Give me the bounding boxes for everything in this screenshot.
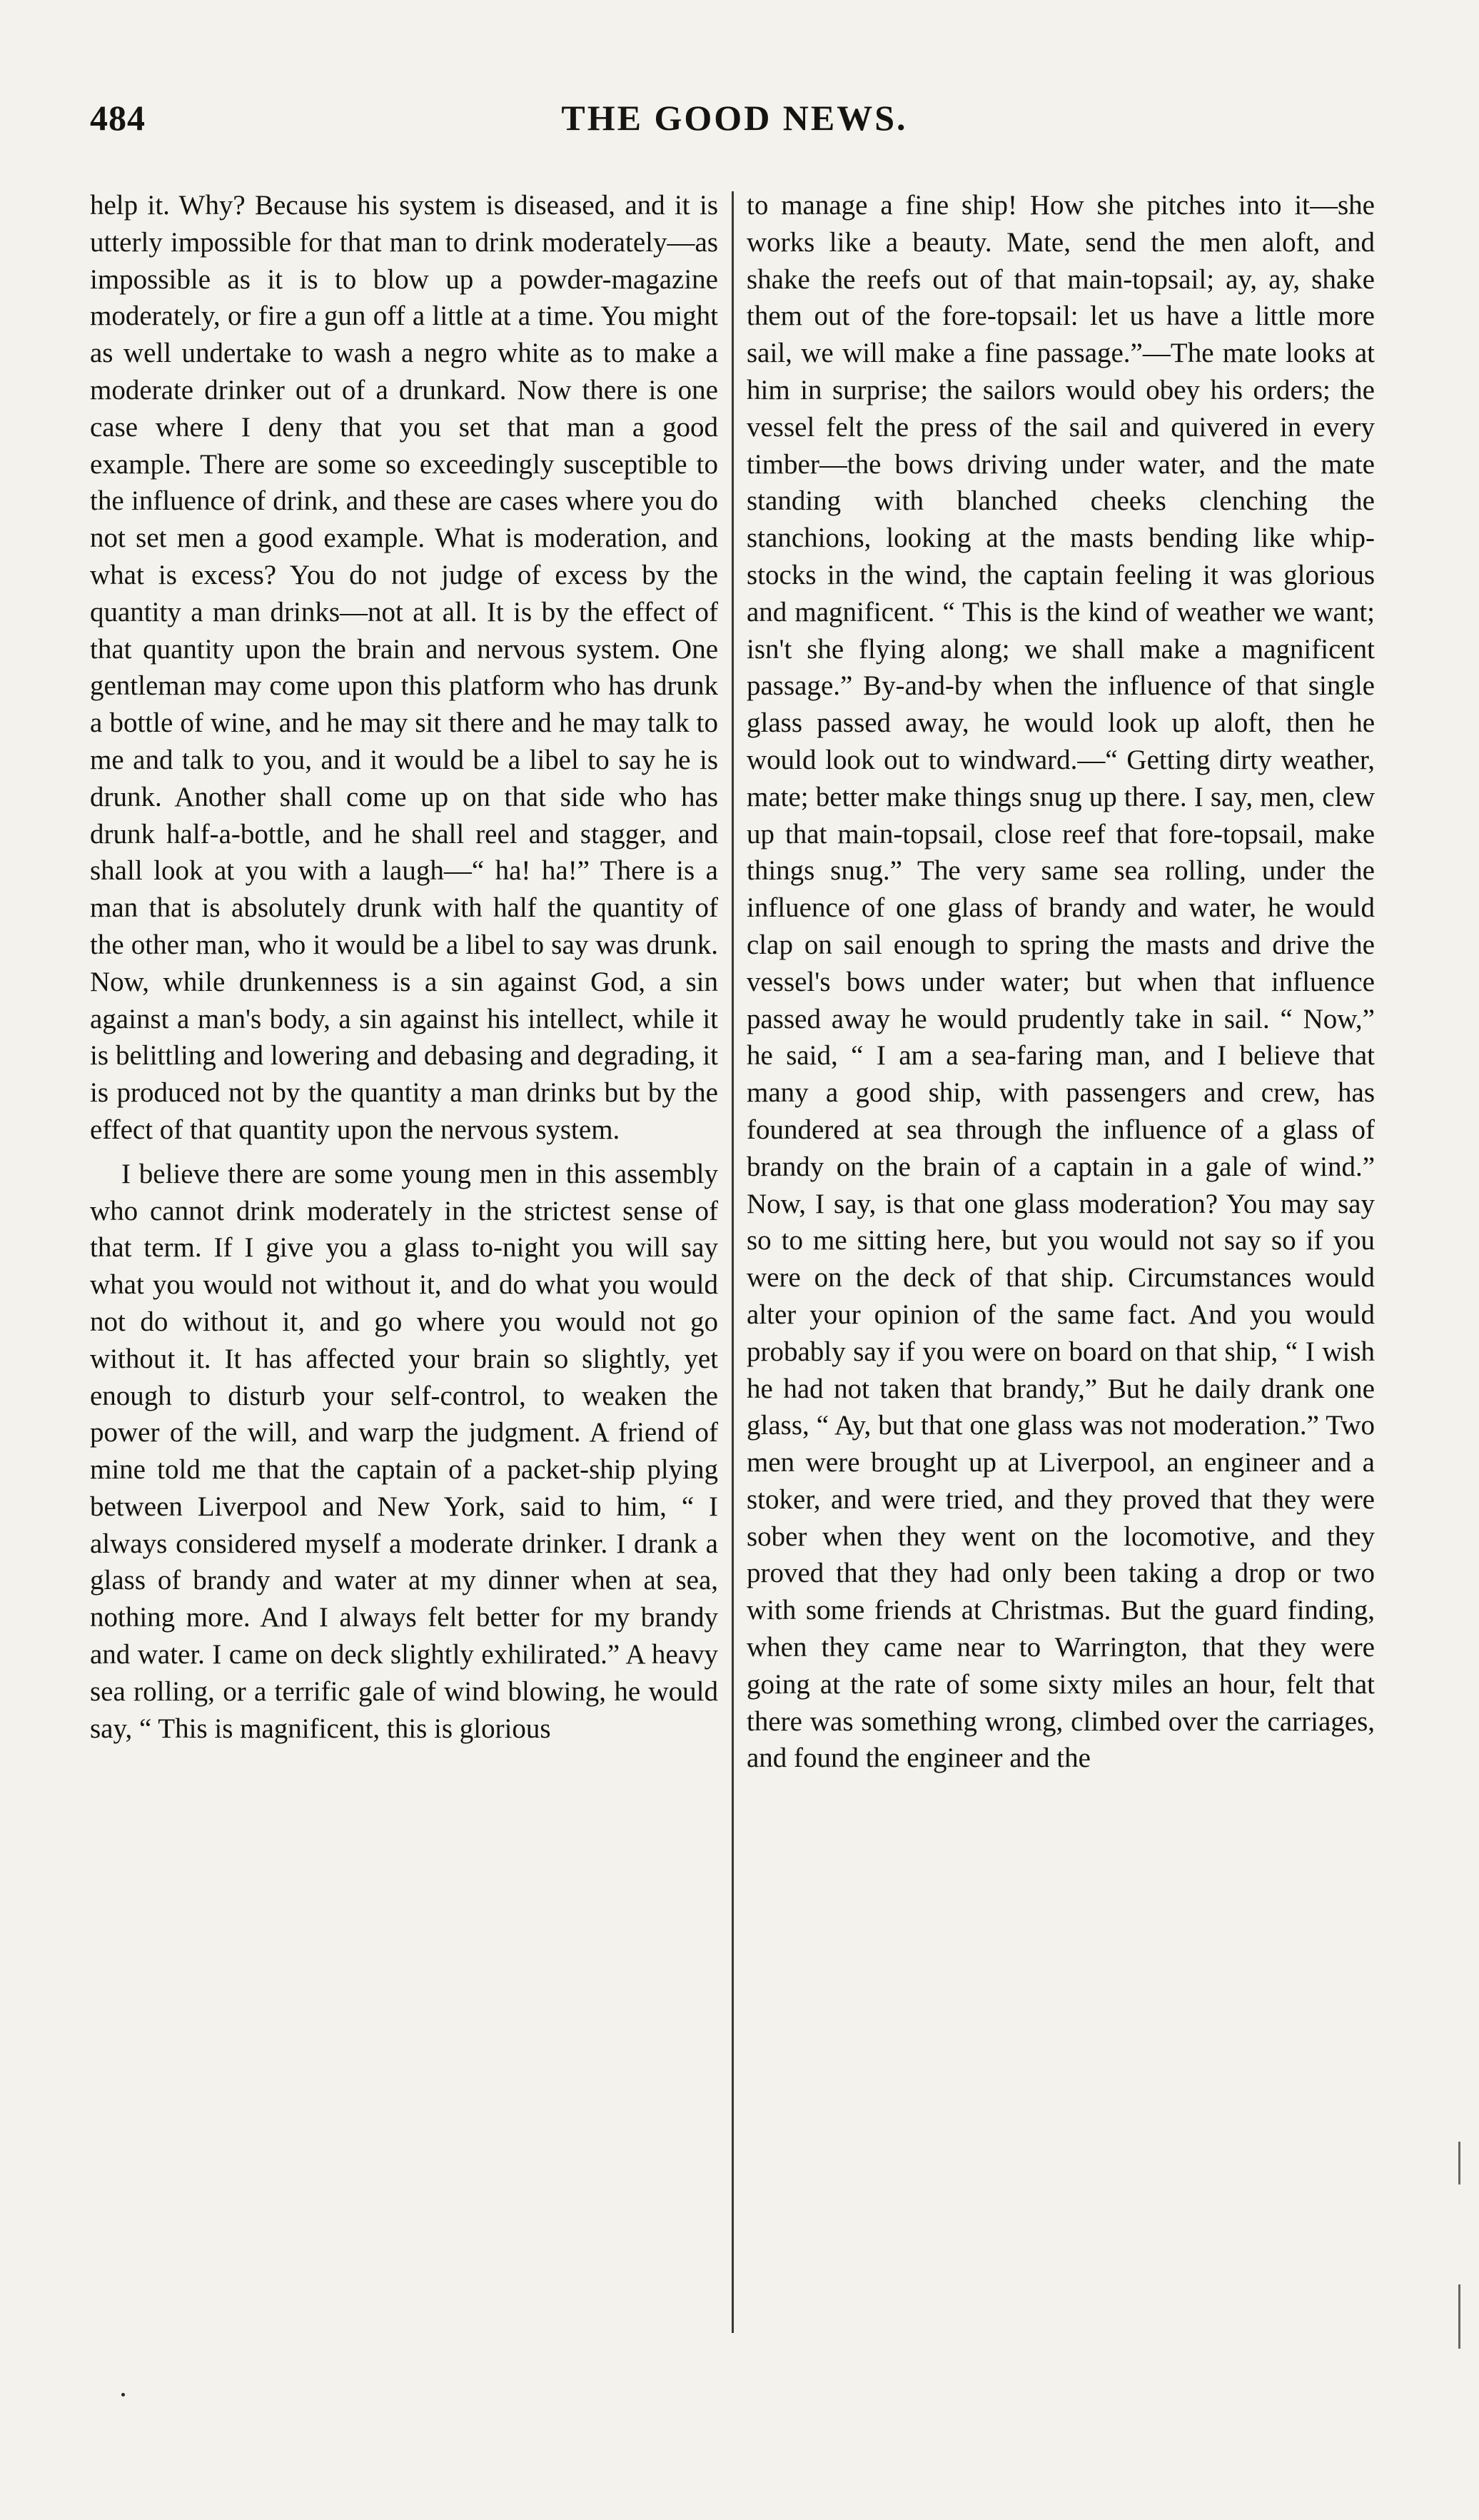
page-number: 484	[90, 98, 146, 138]
column-divider	[732, 191, 734, 2333]
left-column	[90, 187, 718, 2372]
left-paragraph-2: I believe there are some young men in this assembly who cannot drink moderately in the strictest sense of that term. If I give you a glass to-night you will say what you would not without it, and do what you would not do without it, and go where you would not go without it. It has affected your brain so slightly, yet enough to disturb your self-control, to weaken the power of the will, and warp the judgment. A friend of mine told me that the captain of a packet-ship plying between Liverpool and New York, said to him, “ I always considered myself a moderate drinker. I drank a glass of brandy and water at my dinner when at sea, nothing more. And I always felt better for my brandy and water. I came on deck slightly exhilirated.” A heavy sea rolling, or a terrific gale of wind blowing, he would say, “ This is magnificent, this is glorious	[90, 1158, 718, 1744]
page-edge-mark	[1458, 2284, 1460, 2349]
page-edge-mark	[1458, 2142, 1460, 2184]
page-header	[90, 94, 1379, 151]
left-paragraph-1: help it. Why? Because his system is diseased, and it is utterly impossible for that man to drink moderately—as impossible as it is to blow up a powder-magazine moderately, or fire a gun off a little at a time. You might as well undertake to wash a negro white as to make a moderate drinker out of a drunkard. Now there is one case where I deny that you set that man a good example. There are some so exceedingly susceptible to the influence of drink, and these are cases where you do not set men a good example. What is moderation, and what is excess? You do not judge of excess by the quantity a man drinks—not at all. It is by the effect of that quantity upon the brain and nervous system. One gentleman may come upon this platform who has drunk a bottle of wine, and he may sit there and he may talk to me and talk to you, and it would be a libel to say he is drunk. Another shall come up on that side who has drunk half-a-bottle, and he shall reel and stagger, and shall look at you with a laugh—“ ha! ha!” There is a man that is absolutely drunk with half the quantity of the other man, who it would be a libel to say was drunk. Now, while drunkenness is a sin against God, a sin against a man's body, a sin against his intellect, while it is belittling and lowering and debasing and degrading, it is produced not by the quantity a man drinks but by the effect of that quantity upon the nervous system.	[90, 190, 718, 1145]
running-title: THE GOOD NEWS.	[561, 98, 908, 138]
paper-speck	[121, 2393, 125, 2396]
right-column	[747, 187, 1375, 2372]
right-paragraph-1: to manage a fine ship! How she pitches into it—she works like a beauty. Mate, send the men aloft, and shake the reefs out of that main-topsail; ay, ay, shake them out of the fore-topsail: let us have a little more sail, we will make a fine passage.”—The mate looks at him in surprise; the sailors would obey his orders; the vessel felt the press of the sail and quivered in every timber—the bows driving under water, and the mate standing with blanched cheeks clenching the stanchions, looking at the masts bending like whip-stocks in the wind, the captain feeling it was glorious and magnificent. “ This is the kind of weather we want; isn't she flying along; we shall make a magnificent passage.” By-and-by when the influence of that single glass passed away, he would look up aloft, then he would look out to windward.—“ Getting dirty weather, mate; better make things snug up there. I say, men, clew up that main-topsail, close reef that fore-topsail, make things snug.” The very same sea rolling, under the influence of one glass of brandy and water, he would clap on sail enough to spring the masts and drive the vessel's bows under water; but when that influence passed away he would prudently take in sail. “ Now,” he said, “ I am a sea-faring man, and I believe that many a good ship, with passengers and crew, has foundered at sea through the influence of a glass of brandy on the brain of a captain in a gale of wind.” Now, I say, is that one glass moderation? You may say so to me sitting here, but you would not say so if you were on the deck of that ship. Circumstances would alter your opinion of the same fact. And you would probably say if you were on board on that ship, “ I wish he had not taken that brandy,” But he daily drank one glass, “ Ay, but that one glass was not moderation.” Two men were brought up at Liverpool, an engineer and a stoker, and were tried, and they proved that they were sober when they went on the locomotive, and they proved that they had only been taking a drop or two with some friends at Christmas. But the guard finding, when they came near to Warrington, that they were going at the rate of some sixty miles an hour, felt that there was something wrong, climbed over the carriages, and found the engineer and the	[747, 190, 1375, 1774]
